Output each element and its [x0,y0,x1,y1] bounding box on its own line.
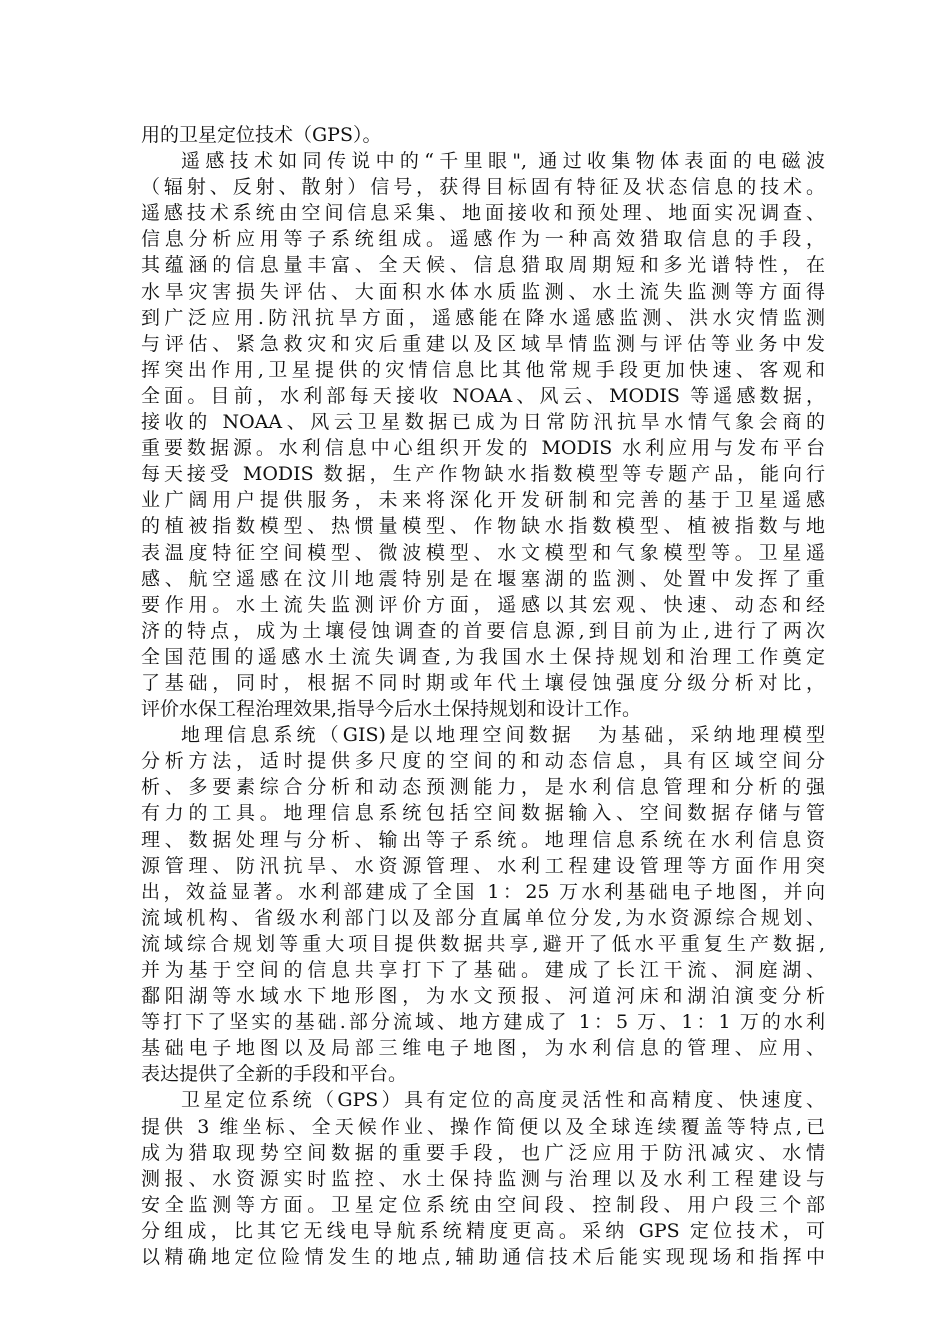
text-line: 遥感技术系统由空间信息采集、地面接收和预处理、地面实况调查、 [141,202,825,225]
text-line: 业广阔用户提供服务，未来将深化开发研制和完善的基于卫星遥感 [141,489,825,512]
text-line: 测报、水资源实时监控、水土保持监测与治理以及水利工程建设与 [141,1167,825,1190]
paragraph [141,148,825,722]
text-line: 评价水保工程治理效果,指导今后水土保持规划和设计工作。 [141,698,642,721]
text-line: 全面。目前，水利部每天接收 NOAA、风云、MODIS 等遥感数据， [141,384,825,407]
text-line: 济的特点，成为土壤侵蚀调查的首要信息源,到目前为止,进行了两次 [141,619,825,642]
paragraph [141,122,825,148]
paragraph [141,1087,825,1270]
text-line: 其蕴涵的信息量丰富、全天候、信息猎取周期短和多光谱特性，在 [141,254,825,277]
text-line: 分组成，比其它无线电导航系统精度更高。采纳 GPS 定位技术，可 [141,1219,825,1242]
text-line: 以精确地定位险情发生的地点,辅助通信技术后能实现现场和指挥中 [141,1246,825,1269]
text-line: 成为猎取现势空间数据的重要手段，也广泛应用于防汛减灾、水情 [141,1141,825,1164]
text-line: 要作用。水土流失监测评价方面，遥感以其宏观、快速、动态和经 [141,593,825,616]
text-line: 水旱灾害损失评估、大面积水体水质监测、水土流失监测等方面得 [141,280,825,303]
text-line: 的植被指数模型、热惯量模型、作物缺水指数模型、植被指数与地 [141,515,825,538]
text-line: 表达提供了全新的手段和平台。 [141,1063,408,1086]
text-line: 信息分析应用等子系统组成。遥感作为一种高效猎取信息的手段， [141,228,825,251]
text-line: 流域综合规划等重大项目提供数据共享,避开了低水平重复生产数据, [141,932,825,955]
text-line: 感、航空遥感在汶川地震特别是在堰塞湖的监测、处置中发挥了重 [141,567,825,590]
text-line: 遥感技术如同传说中的“千里眼", 通过收集物体表面的电磁波 [181,150,825,173]
text-line: 了基础，同时，根据不同时期或年代土壤侵蚀强度分级分析对比， [141,671,825,694]
text-line: 提供 3 维坐标、全天候作业、操作简便以及全球连续覆盖等特点,已 [141,1115,825,1138]
text-line: 卫星定位系统（GPS）具有定位的高度灵活性和高精度、快速度、 [181,1089,825,1112]
text-line: （辐射、反射、散射）信号，获得目标固有特征及状态信息的技术。 [141,176,825,199]
text-line: 流域机构、省级水利部门以及部分直属单位分发,为水资源综合规划、 [141,906,825,929]
text-line: 源管理、防汛抗旱、水资源管理、水利工程建设管理等方面作用突 [141,854,825,877]
text-line: 到广泛应用.防汛抗旱方面，遥感能在降水遥感监测、洪水灾情监测 [141,306,825,329]
text-line: 分析方法，适时提供多尺度的空间的和动态信息，具有区域空间分 [141,750,825,773]
text-line: 重要数据源。水利信息中心组织开发的 MODIS 水利应用与发布平台 [141,437,825,460]
text-line: 并为基于空间的信息共享打下了基础。建成了长江干流、洞庭湖、 [141,959,825,981]
text-line: 表温度特征空间模型、微波模型、水文模型和气象模型等。卫星遥 [141,541,825,564]
text-line: 全国范围的遥感水土流失调查,为我国水土保持规划和治理工作奠定 [141,645,825,668]
text-line: 每天接受 MODIS 数据，生产作物缺水指数模型等专题产品，能向行 [141,463,825,486]
text-line: 有力的工具。地理信息系统包括空间数据输入、空间数据存储与管 [141,802,825,825]
text-line: 理、数据处理与分析、输出等子系统。地理信息系统在水利信息资 [141,828,825,851]
text-line: 地理信息系统（GIS)是以地理空间数据 为基础，采纳地理模型 [181,724,825,747]
text-line: 出，效益显著。水利部建成了全国 1：25 万水利基础电子地图，并向 [141,880,825,903]
text-line: 挥突出作用,卫星提供的灾情信息比其他常规手段更加快速、客观和 [141,358,825,381]
text-line: 与评估、紧急救灾和灾后重建以及区域旱情监测与评估等业务中发 [141,332,825,355]
text-line: 用的卫星定位技术（GPS）。 [141,124,382,146]
document-page [141,122,825,1270]
text-line: 鄱阳湖等水域水下地形图，为水文预报、河道河床和湖泊演变分析 [141,985,825,1008]
text-line: 接收的 NOAA、风云卫星数据已成为日常防汛抗旱水情气象会商的 [141,411,825,434]
paragraph [141,722,825,1087]
text-line: 安全监测等方面。卫星定位系统由空间段、控制段、用户段三个部 [141,1193,825,1216]
text-line: 基础电子地图以及局部三维电子地图，为水利信息的管理、应用、 [141,1037,825,1060]
text-line: 析、多要素综合分析和动态预测能力，是水利信息管理和分析的强 [141,776,825,799]
text-line: 等打下了坚实的基础.部分流域、地方建成了 1：5 万、1：1 万的水利 [141,1011,825,1034]
